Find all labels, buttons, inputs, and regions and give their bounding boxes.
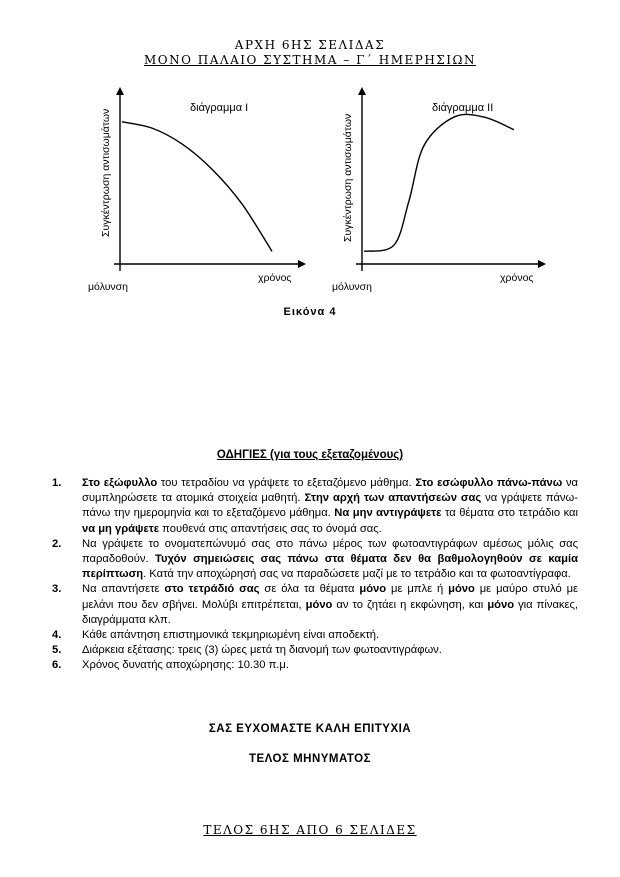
instruction-number: 5.	[52, 644, 62, 657]
instruction-text: πουθενά στις απαντήσεις σας το όνομά σας.	[159, 522, 382, 535]
instruction-emphasis: Στο εξώφυλλο	[82, 477, 158, 489]
instruction-emphasis: Στην αρχή των απαντήσεών σας	[304, 492, 482, 505]
instruction-number: 3.	[52, 583, 62, 596]
instruction-emphasis: μόνο	[359, 583, 387, 596]
diagram-1-ylabel: Συγκέντρωση αντισωμάτων	[100, 108, 112, 237]
instruction-item	[52, 658, 578, 673]
instruction-emphasis: μόνο	[487, 598, 515, 611]
instruction-text: σε όλα τα θέματα	[259, 583, 360, 596]
instruction-item	[52, 476, 578, 537]
instruction-number: 2.	[52, 537, 62, 550]
instruction-text: του τετραδίου να γράψετε το εξεταζόμενο μάθημα.	[157, 477, 416, 489]
instruction-text: Να απαντήσετε	[82, 583, 165, 596]
instructions-list	[52, 476, 578, 674]
diagram-2-curve	[364, 114, 514, 251]
instruction-text: αν το ζητάει η εκφώνηση, και	[332, 598, 488, 611]
instruction-text: για πίνακες, διαγράμματα κλπ.	[82, 598, 578, 626]
instruction-text: να συμπληρώσετε τα ατομικά στοιχεία μαθητή.	[82, 477, 579, 505]
diagram-2	[332, 91, 542, 293]
diagram-1-xlabel: χρόνος	[258, 272, 292, 284]
diagram-1	[88, 91, 302, 293]
instruction-text: Διάρκεια εξέτασης: τρεις (3) ώρες μετά τη διανομή των φωτοαντιγράφων.	[82, 644, 442, 657]
instruction-text: Χρόνος δυνατής αποχώρησης: 10.30 π.μ.	[82, 659, 289, 672]
diagram-2-xlabel: χρόνος	[500, 272, 534, 284]
instruction-emphasis: στο τετράδιό σας	[164, 583, 260, 596]
instruction-number: 4.	[52, 629, 62, 642]
page-header-line1: ΑΡΧΗ 6ΗΣ ΣΕΛΙΔΑΣ	[234, 38, 386, 52]
instruction-item	[52, 643, 578, 658]
diagram-1-curve	[122, 122, 272, 252]
page-footer: ΤΕΛΟΣ 6ΗΣ ΑΠΟ 6 ΣΕΛΙΔΕΣ	[203, 823, 417, 837]
diagram-1-origin-label: μόλυνση	[88, 281, 129, 293]
instruction-emphasis: Τυχόν σημειώσεις σας πάνω στα θέματα δεν θα βαθμολογηθούν σε καμία περίπτωση	[82, 553, 578, 581]
instruction-number: 6.	[52, 659, 62, 672]
page-header-line2: ΜΟΝΟ ΠΑΛΑΙΟ ΣΥΣΤΗΜΑ – Γ΄ ΗΜΕΡΗΣΙΩΝ	[144, 53, 476, 67]
closing-end-message: ΤΕΛΟΣ ΜΗΝΥΜΑΤΟΣ	[248, 753, 372, 765]
instruction-item	[52, 537, 578, 583]
instruction-emphasis: να μη γράψετε	[82, 522, 160, 535]
instruction-emphasis: Στο εσώφυλλο πάνω-πάνω	[415, 477, 563, 489]
instruction-item	[52, 628, 578, 643]
instruction-emphasis: μόνο	[305, 598, 333, 611]
instruction-item	[52, 582, 578, 628]
instruction-text: . Κατά την αποχώρησή σας να παραδώσετε μαζί με το τετράδιο και τα φωτοαντίγραφα.	[143, 568, 571, 581]
instruction-emphasis: Να μην αντιγράψετε	[334, 507, 442, 520]
instruction-text: να γράψετε πάνω-πάνω την ημερομηνία και το εξεταζόμενο μάθημα.	[82, 492, 578, 520]
instruction-text: τα θέματα στο τετράδιο και	[441, 507, 578, 520]
diagram-1-title: διάγραμμα Ι	[190, 102, 249, 114]
instruction-text: Να γράψετε το ονοματεπώνυμό σας στο πάνω μέρος των φωτοαντιγράφων αμέσως μόλις σας παραδοθούν.	[82, 537, 578, 566]
diagram-2-ylabel: Συγκέντρωση αντισωμάτων	[342, 113, 354, 242]
figure-4	[0, 85, 620, 295]
diagram-2-origin-label: μόλυνση	[332, 281, 373, 293]
instructions-title: ΟΔΗΓΙΕΣ (για τους εξεταζομένους)	[216, 449, 404, 461]
instruction-text: με μαύρο στυλό με μελάνι που δεν σβήνει. Μολύβι επιτρέπεται,	[82, 583, 579, 611]
instruction-emphasis: μόνο	[448, 583, 475, 596]
instruction-text: με μπλε ή	[386, 583, 449, 596]
instruction-number: 1.	[52, 477, 62, 489]
diagram-2-title: διάγραμμα ΙΙ	[432, 102, 494, 114]
figure-caption: Εικόνα 4	[283, 306, 337, 318]
closing-wish: ΣΑΣ ΕΥΧΟΜΑΣΤΕ ΚΑΛΗ ΕΠΙΤΥΧΙΑ	[208, 723, 412, 735]
instruction-text: Κάθε απάντηση επιστημονικά τεκμηριωμένη είναι αποδεκτή.	[82, 629, 380, 642]
